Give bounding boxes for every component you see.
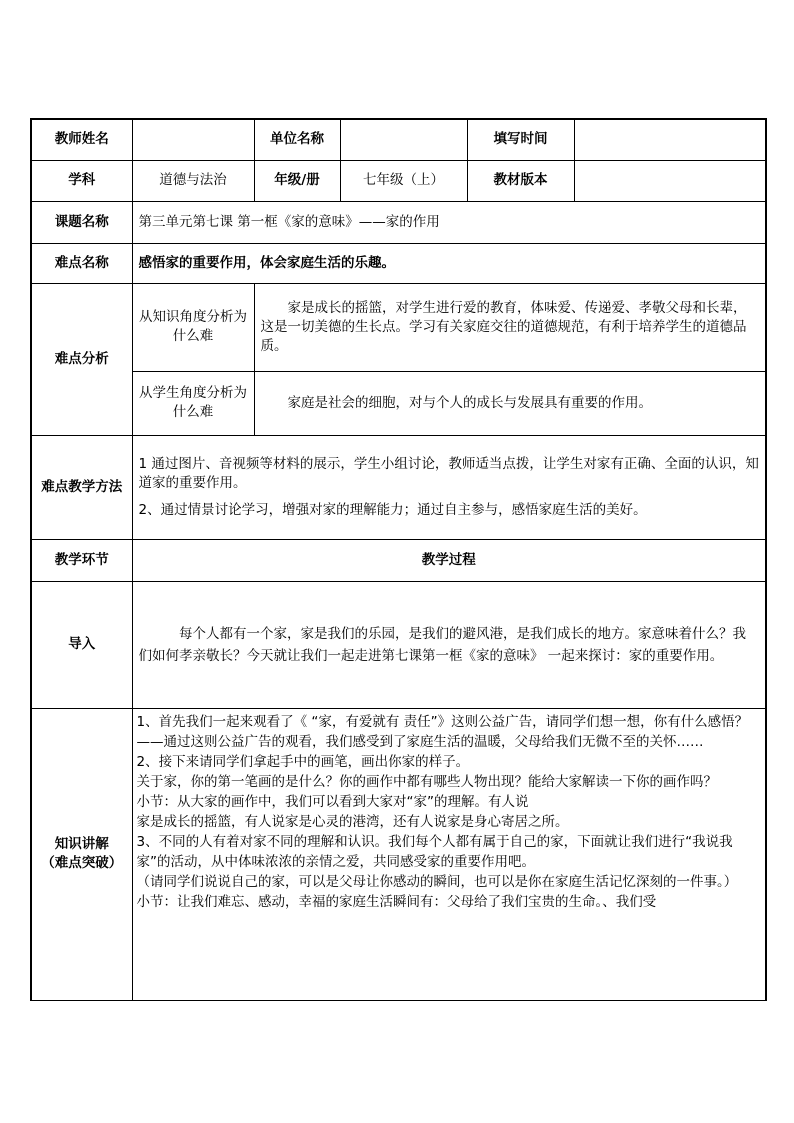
edition-value [574,160,766,201]
student-angle-label: 从学生角度分析为什么难 [132,371,254,435]
header-row-2 [31,160,766,201]
knowledge-line-9: 小节：让我们难忘、感动，幸福的家庭生活瞬间有：父母给了我们宝贵的生命。、我们受 [136,893,657,910]
knowledge-content [132,708,766,1000]
analysis-row-student [31,371,766,435]
intro-row [31,581,766,708]
grade-label: 年级/册 [254,160,340,201]
difficulty-label: 难点名称 [31,243,132,283]
knowledge-angle-text: 家是成长的摇篮，对学生进行爱的教育，体味爱、传递爱、孝敬父母和长辈，这是一切美德的生长点。学习有关家庭交往的道德规范，有利于培养学生的道德品质。 [260,299,747,354]
topic-label: 课题名称 [31,201,132,243]
grade-value: 七年级（上） [340,160,467,201]
method-label: 难点教学方法 [31,435,132,539]
stage-label: 教学环节 [31,539,132,581]
method-line-1: 1 通过图片、音视频等材料的展示，学生小组讨论，教师适当点拨，让学生对家有正确、全面的认识，知道家的重要作用。 [138,455,759,491]
analysis-row-knowledge [31,283,766,371]
subject-label: 学科 [31,160,132,201]
subject-value: 道德与法治 [132,160,254,201]
knowledge-label-line-2: （难点突破） [41,855,123,871]
teacher-value [132,119,254,160]
knowledge-line-1: 1、首先我们一起来观看了《 “家，有爱就有 责任”》这则公益广告，请同学们想一想，你有什么感悟？ [136,713,749,730]
date-value [574,119,766,160]
header-row-1 [31,119,766,160]
knowledge-angle-label: 从知识角度分析为什么难 [132,283,254,371]
unit-value [340,119,467,160]
knowledge-line-6: 家是成长的摇篮，有人说家是心灵的港湾，还有人说家是身心寄居之所。 [136,813,569,830]
intro-text: 每个人都有一个家，家是我们的乐园，是我们的避风港，是我们成长的地方。家意味着什么？我们如何孝亲敬长？今天就让我们一起走进第七课第一框《家的意味》 一起来探讨：家的重要作用。 [138,625,746,664]
knowledge-line-2: ——通过这则公益广告的观看，我们感受到了家庭生活的温暖，父母给我们无微不至的关怀…… [136,733,704,750]
knowledge-line-7: 3、不同的人有着对家不同的理解和认识。我们每个人都有属于自己的家，下面就让我们进行“我说我家”的活动，从中体味浓浓的亲情之爱，共同感受家的重要作用吧。 [136,833,733,870]
method-line-2: 2、通过情景讨论学习，增强对家的理解能力；通过自主参与，感悟家庭生活的美好。 [138,501,647,518]
knowledge-line-5: 小节：从大家的画作中，我们可以看到大家对“家”的理解。有人说 [136,793,529,810]
process-label: 教学过程 [132,539,766,581]
process-header-row [31,539,766,581]
difficulty-row [31,243,766,283]
intro-label: 导入 [31,581,132,708]
topic-value: 第三单元第七课 第一框《家的意味》——家的作用 [132,201,766,243]
method-row [31,435,766,539]
analysis-label: 难点分析 [31,283,132,435]
edition-label: 教材版本 [467,160,574,201]
knowledge-label [31,708,132,1000]
knowledge-line-8: （请同学们说说自己的家，可以是父母让你感动的瞬间，也可以是你在家庭生活记忆深刻的一件事。） [136,873,738,890]
knowledge-row [31,708,766,1000]
lesson-plan-page [30,118,765,1001]
knowledge-line-3: 2、接下来请同学们拿起手中的画笔，画出你家的样子。 [136,753,470,770]
unit-label: 单位名称 [254,119,340,160]
lesson-plan-table [30,118,767,1001]
student-angle-text: 家庭是社会的细胞，对与个人的成长与发展具有重要的作用。 [287,394,652,411]
date-label: 填写时间 [467,119,574,160]
topic-row [31,201,766,243]
difficulty-value: 感悟家的重要作用，体会家庭生活的乐趣。 [132,243,766,283]
knowledge-label-line-1: 知识讲解 [54,836,109,852]
teacher-label: 教师姓名 [31,119,132,160]
knowledge-line-4: 关于家，你的第一笔画的是什么？你的画作中都有哪些人物出现？能给大家解读一下你的画作吗？ [136,773,717,790]
